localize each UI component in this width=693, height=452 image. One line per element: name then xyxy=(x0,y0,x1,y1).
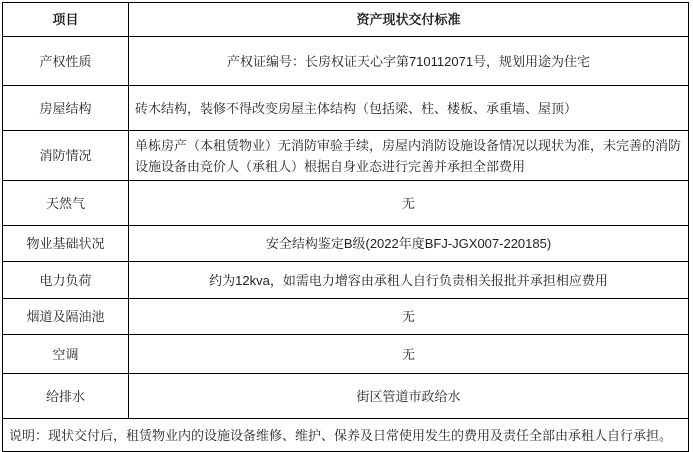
row-label-fire-safety: 消防情况 xyxy=(3,131,129,181)
table-row xyxy=(3,86,689,131)
row-value-fire-safety: 单栋房产（本租赁物业）无消防审验手续，房屋内消防设施设备情况以现状为准，未完善的消防设施设备由竞价人（承租人）根据自身业态进行完善并承担全部费用 xyxy=(129,131,689,181)
table-header-row xyxy=(3,3,689,37)
row-label-natural-gas: 天然气 xyxy=(3,181,129,226)
row-label-power-load: 电力负荷 xyxy=(3,262,129,299)
row-label-flue-grease-trap: 烟道及隔油池 xyxy=(3,299,129,335)
row-value-building-structure: 砖木结构，装修不得改变房屋主体结构（包括梁、柱、楼板、承重墙、屋顶） xyxy=(129,86,689,131)
header-item: 项目 xyxy=(3,3,129,37)
table-row xyxy=(3,335,689,374)
header-value: 资产现状交付标准 xyxy=(129,3,689,37)
table-row xyxy=(3,37,689,86)
table-row xyxy=(3,131,689,181)
table-row xyxy=(3,226,689,262)
row-value-air-conditioning: 无 xyxy=(129,335,689,374)
table-row xyxy=(3,181,689,226)
row-value-flue-grease-trap: 无 xyxy=(129,299,689,335)
table-row xyxy=(3,262,689,299)
table-note-row xyxy=(3,419,689,452)
row-value-power-load: 约为12kva，如需电力增容由承租人自行负责相关报批并承担相应费用 xyxy=(129,262,689,299)
asset-delivery-standard-table xyxy=(2,2,689,452)
note-text: 说明：现状交付后，租赁物业内的设施设备维修、维护、保养及日常使用发生的费用及责任全部由承租人自行承担。 xyxy=(3,419,689,452)
table-row xyxy=(3,299,689,335)
row-label-air-conditioning: 空调 xyxy=(3,335,129,374)
row-label-water-supply-drainage: 给排水 xyxy=(3,374,129,419)
row-label-property-basic-condition: 物业基础状况 xyxy=(3,226,129,262)
row-value-water-supply-drainage: 街区管道市政给水 xyxy=(129,374,689,419)
row-label-property-rights: 产权性质 xyxy=(3,37,129,86)
row-value-natural-gas: 无 xyxy=(129,181,689,226)
row-label-building-structure: 房屋结构 xyxy=(3,86,129,131)
table-row xyxy=(3,374,689,419)
row-value-property-rights: 产权证编号：长房权证天心字第710112071号，规划用途为住宅 xyxy=(129,37,689,86)
row-value-property-basic-condition: 安全结构鉴定B级(2022年度BFJ-JGX007-220185) xyxy=(129,226,689,262)
